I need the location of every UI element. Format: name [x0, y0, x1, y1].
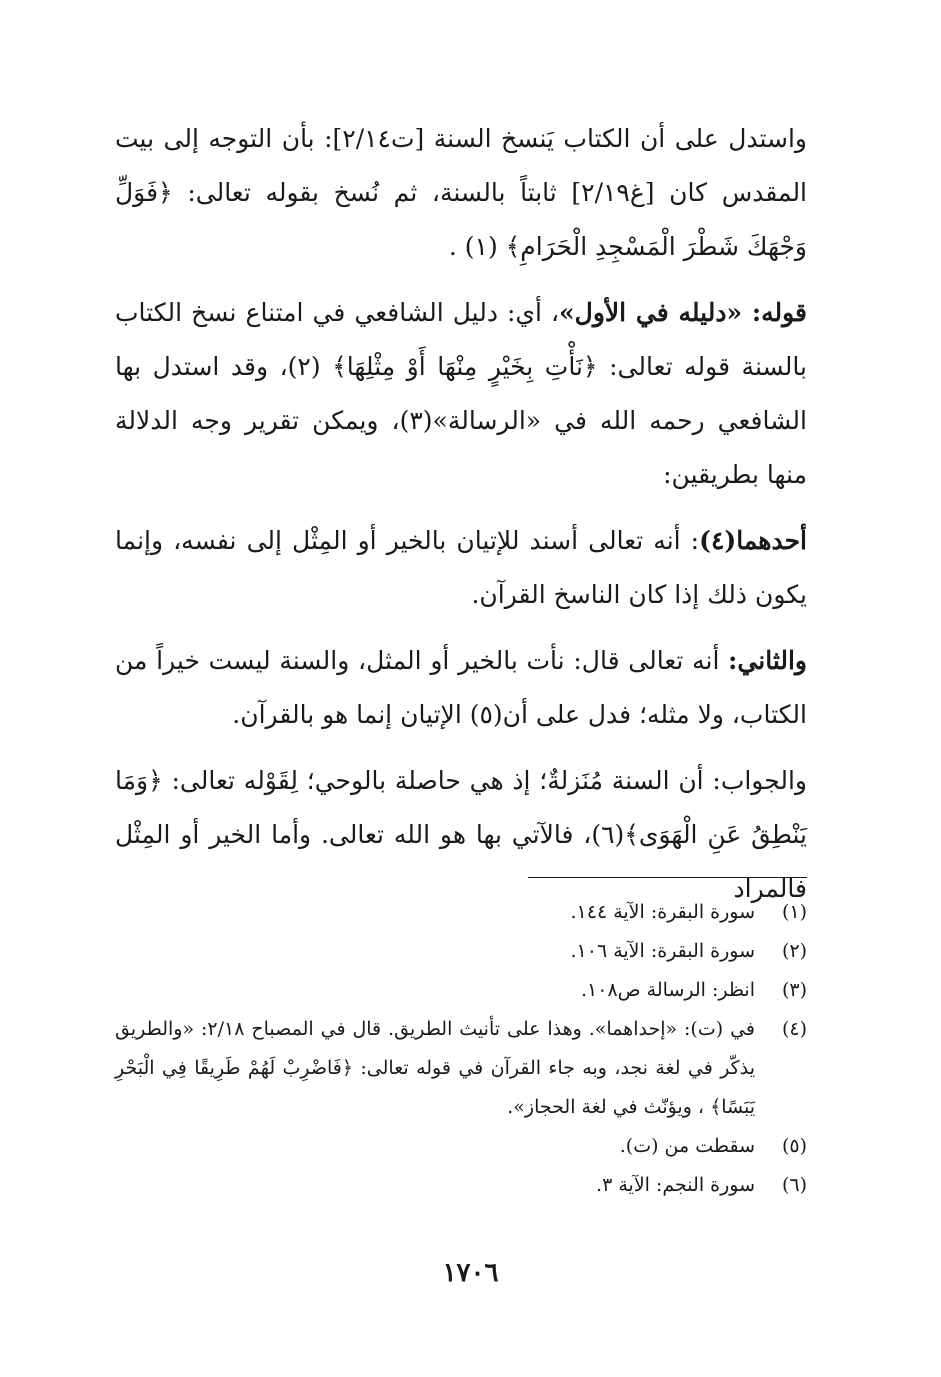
- footnote-4-number: (٤): [781, 1018, 807, 1040]
- paragraph-5: [115, 754, 807, 916]
- footnote-1-text: سورة البقرة: الآية ١٤٤.: [570, 901, 755, 923]
- footnote-3-text: انظر: الرسالة ص١٠٨.: [581, 979, 755, 1001]
- footnote-4-text: في (ت): «إحداهما». وهذا على تأنيث الطريق. قال في المصباح ٢/١٨: «والطريق يذكّر في لغة نجد، وبه جاء القرآن في قوله تعالى: ﴿فَاضْرِبْ لَهُمْ طَرِيقًا فِي الْبَحْرِ يَبَسًا﴾ ، ويؤنّث في لغة الحجاز».: [115, 1018, 755, 1118]
- footnote-2-text: سورة البقرة: الآية ١٠٦.: [570, 940, 755, 962]
- footnote-3-number: (٣): [781, 979, 807, 1001]
- footnote-5-number: (٥): [781, 1135, 807, 1157]
- main-text: [115, 112, 807, 928]
- footnote-6-number: (٦): [781, 1174, 807, 1196]
- paragraph-4-lead: والثاني:: [728, 646, 807, 675]
- footnote-2: [115, 932, 807, 971]
- paragraph-3-text: : أنه تعالى أسند للإتيان بالخير أو المِثْل إلى نفسه، وإنما يكون ذلك إذا كان الناسخ القرآن.: [115, 526, 807, 609]
- footnote-6: [115, 1166, 807, 1205]
- footnote-4: [115, 1010, 807, 1127]
- paragraph-3: [115, 514, 807, 622]
- paragraph-5-text: والجواب: أن السنة مُنَزلةٌ؛ إذ هي حاصلة بالوحي؛ لِقَوْله تعالى: ﴿وَمَا يَنْطِقُ عَنِ الْهَوَى﴾(٦)، فالآتي بها هو الله تعالى. وأما الخير أو المِثْل فالمراد: [115, 766, 807, 903]
- footnote-6-text: سورة النجم: الآية ٣.: [596, 1174, 755, 1196]
- paragraph-2-text: ، أي: دليل الشافعي في امتناع نسخ الكتاب بالسنة قوله تعالى: ﴿نَأْتِ بِخَيْرٍ مِنْهَا أَوْ مِثْلِهَا﴾ (٢)، وقد استدل بها الشافعي رحمه الله في «الرسالة»(٣)، ويمكن تقرير وجه الدلالة منها بطريقين:: [115, 298, 807, 489]
- footnotes: [115, 893, 807, 1205]
- paragraph-4: [115, 634, 807, 742]
- paragraph-4-text: أنه تعالى قال: نأت بالخير أو المثل، والسنة ليست خيراً من الكتاب، ولا مثله؛ فدل على أن(٥) الإتيان إنما هو بالقرآن.: [115, 646, 807, 729]
- footnote-1-number: (١): [781, 901, 807, 923]
- paragraph-1-text: واستدل على أن الكتاب يَنسخ السنة [ت٢/١٤]: بأن التوجه إلى بيت المقدس كان [غ٢/١٩] ثابتاً بالسنة، ثم نُسخ بقوله تعالى: ﴿فَوَلِّ وَجْهَكَ شَطْرَ الْمَسْجِدِ الْحَرَامِ﴾ (١) .: [115, 124, 808, 261]
- paragraph-1: [115, 112, 807, 274]
- paragraph-2: [115, 286, 807, 502]
- page-number: ١٧٠٦: [442, 1258, 499, 1288]
- footnote-5: [115, 1127, 807, 1166]
- paragraph-2-lead: قوله: «دليله في الأول»: [559, 298, 807, 327]
- footnote-1: [115, 893, 807, 932]
- footnote-2-number: (٢): [781, 940, 807, 962]
- paragraph-3-lead: أحدهما(٤): [699, 526, 807, 555]
- footnote-3: [115, 971, 807, 1010]
- footnote-5-text: سقطت من (ت).: [619, 1135, 755, 1157]
- footnote-separator: [528, 877, 807, 878]
